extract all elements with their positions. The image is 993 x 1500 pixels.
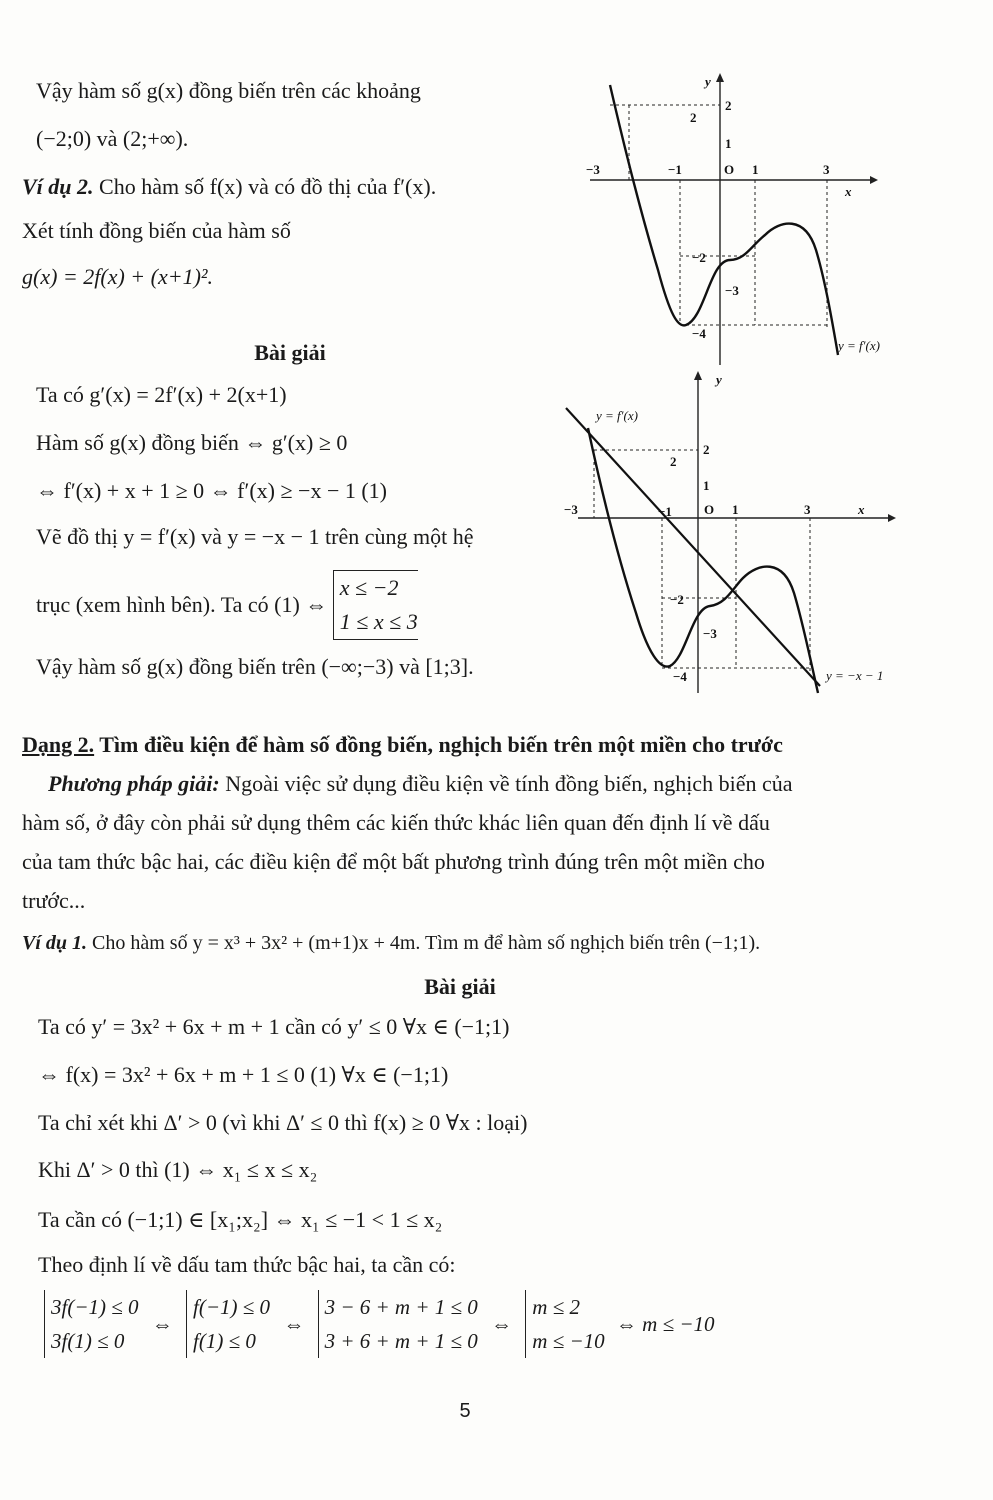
y-tick: 2 xyxy=(725,98,732,113)
example-text: Cho hàm số f(x) và có đồ thị của f′(x). xyxy=(99,174,437,199)
system-brace xyxy=(318,1290,478,1358)
text-line: (−2;0) và (2;+∞). xyxy=(36,126,189,151)
x-tick: 1 xyxy=(732,502,739,517)
heading-label: Dạng 2. xyxy=(22,732,95,757)
system-chain xyxy=(44,1290,715,1358)
case-item: x ≤ −2 xyxy=(339,575,399,600)
text-line: trước... xyxy=(22,888,86,913)
y-tick: 1 xyxy=(725,136,732,151)
text-line: Vẽ đồ thị y = f′(x) và y = −x − 1 trên cùng một hệ xyxy=(36,524,474,549)
system-item: 3f(−1) ≤ 0 xyxy=(51,1295,139,1319)
x-axis-arrow xyxy=(888,514,896,522)
text-line: trục (xem hình bên). Ta có (1) ⇔ xyxy=(36,592,328,617)
text-line-with-cases xyxy=(36,570,418,640)
y-tick: −4 xyxy=(692,326,706,341)
text-line: Xét tính đồng biến của hàm số xyxy=(22,218,291,243)
y-axis-arrow xyxy=(694,371,702,380)
iff-symbol: ⇔ xyxy=(151,1312,173,1336)
system-brace xyxy=(525,1290,604,1358)
origin-label: O xyxy=(704,502,715,517)
text-line: Hàm số g(x) đồng biến ⇔ g′(x) ≥ 0 xyxy=(36,430,348,455)
system-brace xyxy=(186,1290,270,1358)
curve-f-prime xyxy=(610,85,838,355)
y-tick: 2 xyxy=(703,442,710,457)
x-tick: −1 xyxy=(658,504,672,519)
origin-label: O xyxy=(724,162,735,177)
example-line xyxy=(22,928,760,958)
text-line: Ta chỉ xét khi Δ′ > 0 (vì khi Δ′ ≤ 0 thì f(x) ≥ 0 ∀x : loại) xyxy=(38,1110,528,1135)
heading-text: Tìm điều kiện để hàm số đồng biến, nghịch biến trên một miền cho trước xyxy=(94,732,783,757)
system-item: f(−1) ≤ 0 xyxy=(193,1295,271,1319)
y-tick: −4 xyxy=(673,669,687,684)
text-line: Khi Δ′ > 0 thì (1) ⇔ x₁ ≤ x ≤ x₂ xyxy=(38,1157,318,1182)
formula-line: g(x) = 2f(x) + (x+1)². xyxy=(22,264,213,289)
system-item: 3 + 6 + m + 1 ≤ 0 xyxy=(324,1329,478,1353)
curve-label: y = f′(x) xyxy=(596,408,638,423)
x-tick: −3 xyxy=(586,162,600,177)
y-tick: −3 xyxy=(703,626,717,641)
example-label: Ví dụ 1. xyxy=(22,932,88,954)
section-heading xyxy=(22,730,783,760)
x-axis-arrow xyxy=(870,176,878,184)
text-line: ⇔ f′(x) + x + 1 ≥ 0 ⇔ f′(x) ≥ −x − 1 (1) xyxy=(36,478,388,503)
case-bracket xyxy=(333,570,418,640)
method-line xyxy=(48,769,792,799)
graph-f-prime xyxy=(580,70,920,370)
case-item: 1 ≤ x ≤ 3 xyxy=(339,609,418,634)
curve-label: y = f′(x) xyxy=(838,338,880,353)
y-tick: −2 xyxy=(692,250,706,265)
y-label: y xyxy=(716,372,722,387)
example-text: Cho hàm số y = x³ + 3x² + (m+1)x + 4m. Tìm m để hàm số nghịch biến trên (−1;1). xyxy=(87,932,761,954)
text-line: hàm số, ở đây còn phải sử dụng thêm các kiến thức khác liên quan đến định lí về dấu xyxy=(22,810,770,835)
system-item: f(1) ≤ 0 xyxy=(193,1329,256,1353)
x-label: x xyxy=(845,184,852,199)
system-item: m ≤ 2 xyxy=(532,1295,580,1319)
curve-f-prime xyxy=(588,428,818,693)
system-item: 3 − 6 + m + 1 ≤ 0 xyxy=(324,1295,478,1319)
marker-label: 2 xyxy=(690,110,697,125)
page-number: 5 xyxy=(459,1400,471,1422)
text-line: Ta có g′(x) = 2f′(x) + 2(x+1) xyxy=(36,382,287,407)
y-tick: −3 xyxy=(725,283,739,298)
y-tick: 1 xyxy=(703,478,710,493)
y-tick: −2 xyxy=(670,592,684,607)
y-axis-arrow xyxy=(716,73,724,82)
marker-label: 2 xyxy=(670,454,677,469)
line-label: y = −x − 1 xyxy=(826,668,884,683)
x-tick: 3 xyxy=(823,162,830,177)
x-tick: 3 xyxy=(804,502,811,517)
example-label: Ví dụ 2. xyxy=(22,174,94,199)
system-brace xyxy=(44,1290,139,1358)
method-label: Phương pháp giải: xyxy=(48,771,220,796)
text-line: Ta có y′ = 3x² + 6x + m + 1 cần có y′ ≤ 0 ∀x ∈ (−1;1) xyxy=(38,1014,510,1039)
text-line: của tam thức bậc hai, các điều kiện để một bất phương trình đúng trên một miền cho xyxy=(22,849,765,874)
y-label: y xyxy=(705,74,711,89)
section-title: Bài giải xyxy=(254,340,326,365)
text-line: Theo định lí về dấu tam thức bậc hai, ta cần có: xyxy=(38,1252,456,1277)
text-line: Ta cần có (−1;1) ∈ [x₁;x₂] ⇔ x₁ ≤ −1 < 1 ≤ x₂ xyxy=(38,1207,443,1232)
section-title: Bài giải xyxy=(424,974,496,999)
x-tick: 1 xyxy=(752,162,759,177)
text-line: ⇔ f(x) = 3x² + 6x + m + 1 ≤ 0 (1) ∀x ∈ (−1;1) xyxy=(38,1062,449,1087)
method-text: Ngoài việc sử dụng điều kiện về tính đồng biến, nghịch biến của xyxy=(219,771,793,796)
x-tick: −1 xyxy=(668,162,682,177)
iff-symbol: ⇔ xyxy=(491,1312,513,1336)
system-result: ⇔ m ≤ −10 xyxy=(615,1312,715,1336)
text-line: Vậy hàm số g(x) đồng biến trên (−∞;−3) và [1;3]. xyxy=(36,654,474,679)
system-item: 3f(1) ≤ 0 xyxy=(51,1329,125,1353)
system-item: m ≤ −10 xyxy=(532,1329,605,1353)
graph-f-prime-and-line xyxy=(558,368,928,698)
x-tick: −3 xyxy=(564,502,578,517)
iff-symbol: ⇔ xyxy=(283,1312,305,1336)
text-line: Vậy hàm số g(x) đồng biến trên các khoảng xyxy=(36,78,421,103)
example-line xyxy=(22,172,436,202)
x-label: x xyxy=(858,502,865,517)
